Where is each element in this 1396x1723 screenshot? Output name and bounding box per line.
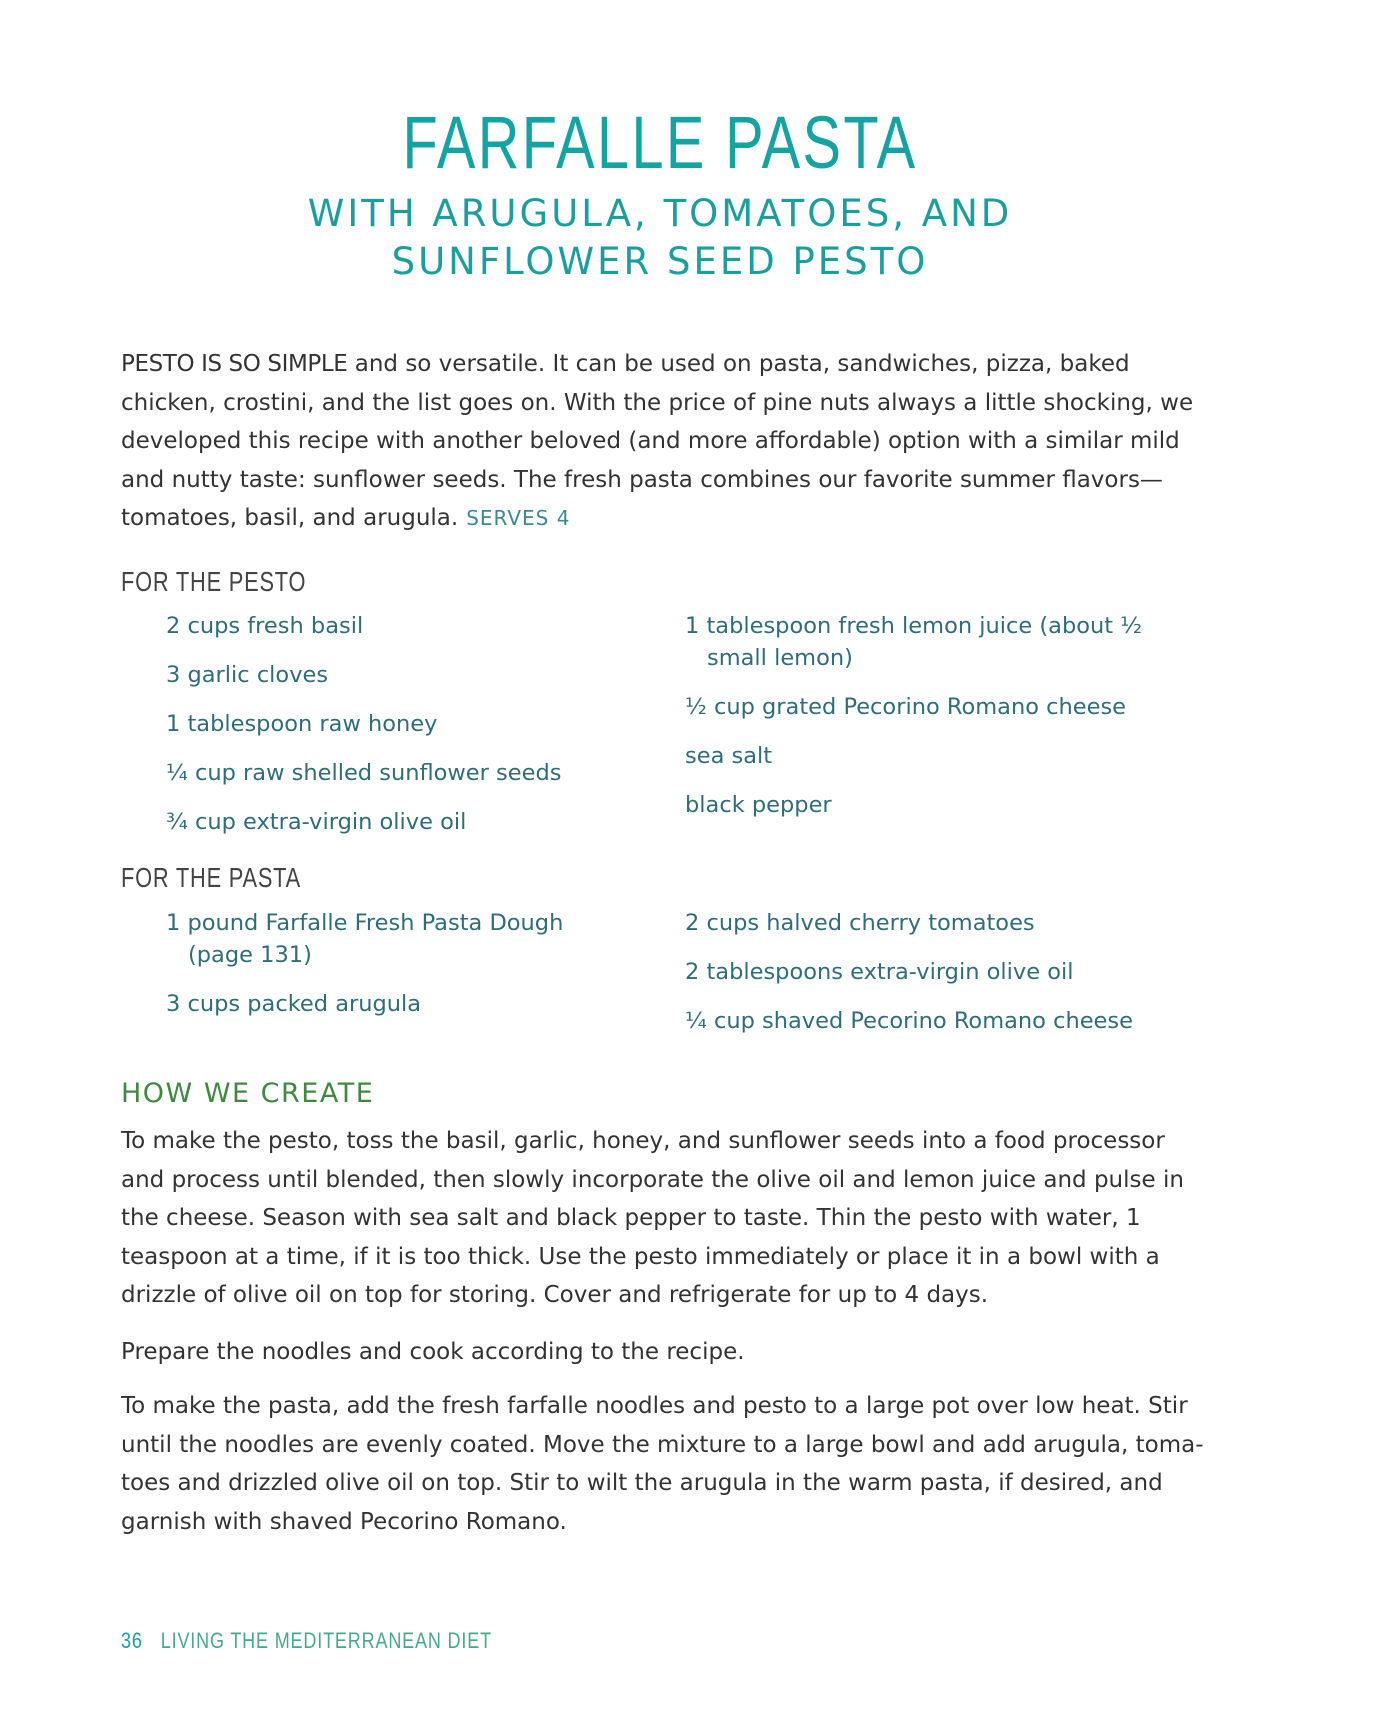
step-paragraph: To make the pesto, toss the basil, garlic, honey, and sunflower seeds into a food processor and process until blended, then slowly incorporate the olive oil and lemon juice and pulse in the cheese. Season with sea salt and black pepper to taste. Thin the pesto with water, 1 teaspoon at a time, if it is too thick. Use the pesto immediately or place it in a bowl with a drizzle of olive oil on top for storing. Cover and refrigerate for up to 4 days. [121,1128,1184,1308]
ingredient-item: 1 tablespoon raw honey [166,711,438,737]
ingredient-item: ½ cup grated Pecorino Romano cheese [685,694,1127,720]
ingredient-item: ¾ cup extra-virgin olive oil [166,809,467,835]
pesto-heading: FOR THE PESTO [121,566,307,597]
ingredient-item: ¼ cup shaved Pecorino Romano cheese [685,1008,1133,1034]
ingredient-item: 1 tablespoon fresh lemon juice (about ½ small lemon) [685,613,1143,671]
pesto-ingredients-left [166,610,636,855]
pasta-heading: FOR THE PASTA [121,862,302,893]
pasta-ingredients-right [685,907,1185,1054]
recipe-title: FARFALLE PASTA [402,101,918,184]
step-paragraph: To make the pasta, add the fresh farfalle noodles and pesto to a large pot over low heat. Stir until the noodles are evenly coated. Move the mixture to a large bowl and add arugula, toma-toes and drizzled olive oil on top. Stir to wilt the arugula in the warm pasta, if desired, and garnish with shaved Pecorino Romano. [121,1393,1204,1535]
pesto-ingredients-right [685,610,1185,838]
subtitle-line-1: WITH ARUGULA, TOMATOES, AND [307,192,1013,235]
ingredient-item: ¼ cup raw shelled sunflower seeds [166,760,562,786]
intro-paragraph [121,345,1211,538]
page-number: 36 [121,1628,143,1653]
ingredient-item: 2 cups fresh basil [166,613,364,639]
step-paragraph: Prepare the noodles and cook according to the recipe. [121,1339,745,1365]
how-we-create-heading: HOW WE CREATE [121,1078,375,1109]
ingredient-item: 3 cups packed arugula [166,991,422,1017]
ingredient-item: 2 tablespoons extra-virgin olive oil [685,959,1074,985]
serves-label: SERVES 4 [466,506,571,530]
pasta-ingredients-left [166,907,596,1037]
page-footer [121,1628,492,1654]
subtitle-line-2: SUNFLOWER SEED PESTO [391,240,929,283]
book-title: LIVING THE MEDITERRANEAN DIET [160,1628,492,1653]
ingredient-item: 1 pound Farfalle Fresh Pasta Dough (page 131) [166,910,564,968]
intro-lead: PESTO IS SO SIMPLE [121,351,348,377]
ingredient-item: 3 garlic cloves [166,662,329,688]
recipe-subtitle [0,190,1320,286]
ingredient-item: black pepper [685,792,832,818]
ingredient-item: 2 cups halved cherry tomatoes [685,910,1035,936]
ingredient-item: sea salt [685,743,773,769]
intro-text: and so versatile. It can be used on pasta, sandwiches, pizza, baked chicken, crostini, and the list goes on. With the price of pine nuts always a little shocking, we developed this recipe with another beloved (and more affordable) option with a similar mild and nutty taste: sunflower seeds. The fresh pasta combines our favorite summer flavors—tomatoes, basil, and arugula. [121,351,1194,531]
